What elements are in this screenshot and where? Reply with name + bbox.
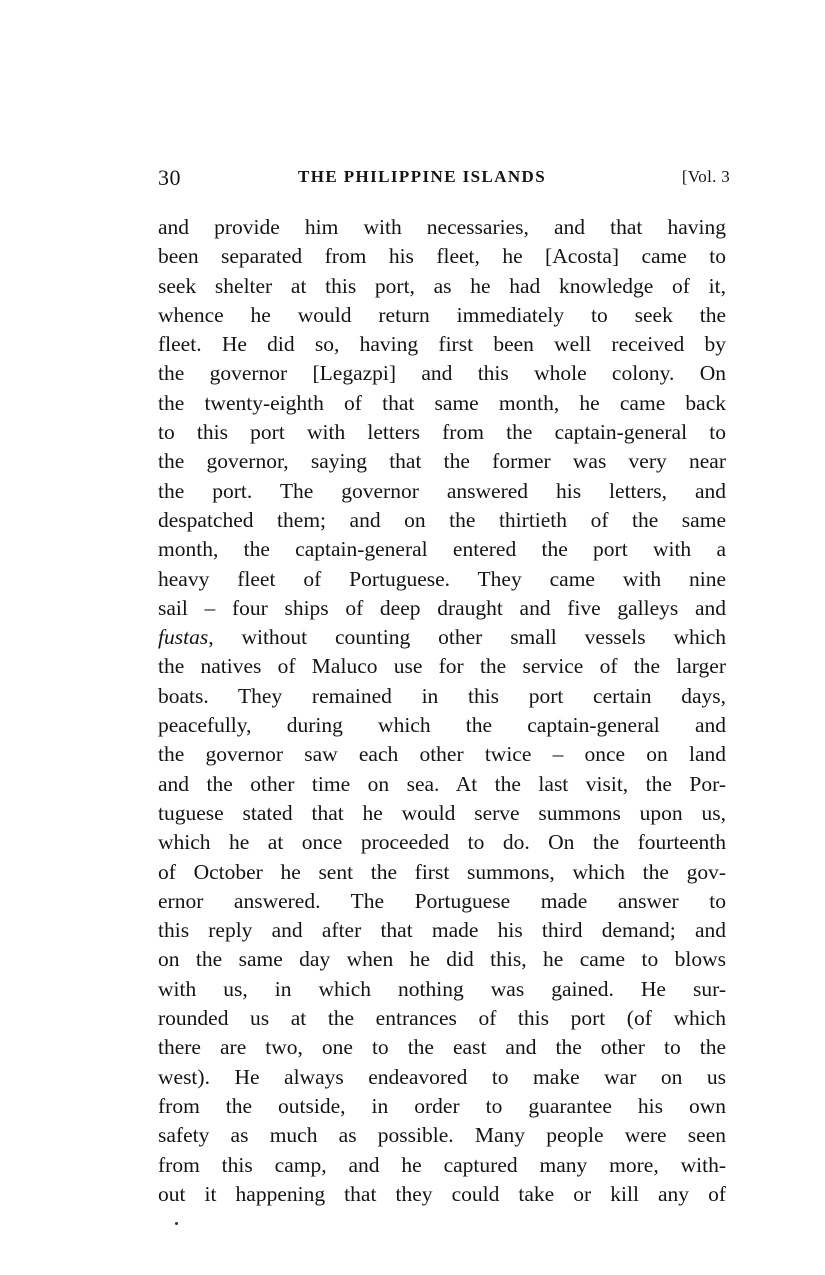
text-line: which he at once proceeded to do. On the fourteenth bbox=[158, 830, 726, 855]
text-line: sail – four ships of deep draught and five galleys and bbox=[158, 595, 726, 620]
text-line: of October he sent the first summons, which the gov- bbox=[158, 859, 726, 884]
text-line: from this camp, and he captured many more, with- bbox=[158, 1152, 726, 1177]
text-line: tuguese stated that he would serve summons upon us, bbox=[158, 800, 726, 825]
body-text bbox=[158, 213, 726, 1209]
text-line: the governor [Legazpi] and this whole colony. On bbox=[158, 361, 726, 386]
text-line: out it happening that they could take or kill any of bbox=[158, 1181, 726, 1206]
text-line: and the other time on sea. At the last visit, the Por- bbox=[158, 771, 726, 796]
text-line: to this port with letters from the captain-general to bbox=[158, 420, 726, 445]
text-line: safety as much as possible. Many people were seen bbox=[158, 1123, 726, 1148]
volume-label: [Vol. 3 bbox=[681, 167, 730, 186]
text-line: the natives of Maluco use for the service of the larger bbox=[158, 654, 726, 679]
text-line: despatched them; and on the thirtieth of the same bbox=[158, 507, 726, 532]
running-title: THE PHILIPPINE ISLANDS bbox=[298, 167, 547, 186]
text-line: west). He always endeavored to make war on us bbox=[158, 1064, 726, 1089]
text-line: rounded us at the entrances of this port (of which bbox=[158, 1006, 726, 1031]
text-line: boats. They remained in this port certain days, bbox=[158, 683, 726, 708]
text-line: there are two, one to the east and the other to the bbox=[158, 1035, 726, 1060]
text-line: this reply and after that made his third demand; and bbox=[158, 918, 726, 943]
text-line: with us, in which nothing was gained. He sur- bbox=[158, 976, 726, 1001]
text-line: seek shelter at this port, as he had knowledge of it, bbox=[158, 273, 726, 298]
text-line: the port. The governor answered his letters, and bbox=[158, 478, 726, 503]
text-line: the governor, saying that the former was very near bbox=[158, 449, 726, 474]
text-line: on the same day when he did this, he came to blows bbox=[158, 947, 726, 972]
italic-term: fustas bbox=[158, 625, 209, 650]
text-line-rest: , without counting other small vessels which bbox=[208, 625, 726, 650]
text-line: month, the captain-general entered the port with a bbox=[158, 537, 726, 562]
text-line: heavy fleet of Portuguese. They came with nine bbox=[158, 566, 726, 591]
text-line: the governor saw each other twice – once on land bbox=[158, 742, 726, 767]
page-number: 30 bbox=[158, 165, 181, 190]
text-line-with-italic bbox=[158, 623, 726, 652]
text-line: the twenty-eighth of that same month, he came back bbox=[158, 390, 726, 415]
text-line: whence he would return immediately to seek the bbox=[158, 302, 726, 327]
text-line: peacefully, during which the captain-general and bbox=[158, 713, 726, 738]
text-line: and provide him with necessaries, and that having bbox=[158, 215, 726, 239]
scan-speck bbox=[175, 1222, 178, 1225]
running-head bbox=[158, 165, 730, 195]
text-line: fleet. He did so, having first been well received by bbox=[158, 332, 726, 357]
text-line: been separated from his fleet, he [Acosta] came to bbox=[158, 244, 726, 269]
text-line: from the outside, in order to guarantee his own bbox=[158, 1093, 726, 1118]
text-line: ernor answered. The Portuguese made answer to bbox=[158, 888, 726, 913]
